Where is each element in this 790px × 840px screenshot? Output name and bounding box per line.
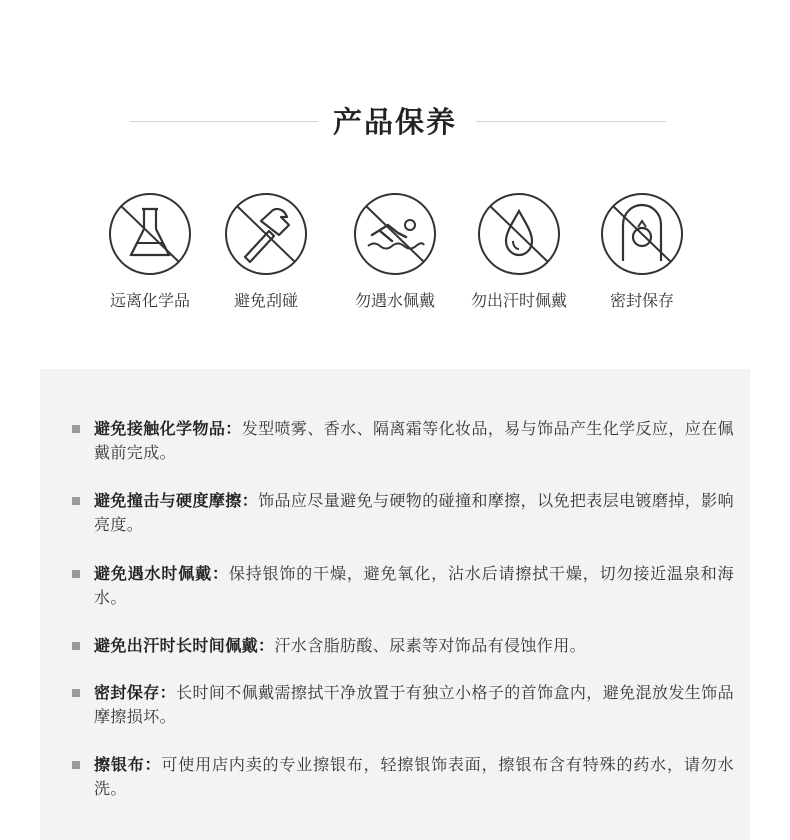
care-instructions-panel <box>40 369 750 840</box>
care-heading: 擦银布： <box>94 755 162 774</box>
care-body: 长时间不佩戴需擦拭干净放置于有独立小格子的首饰盒内，避免混放发生饰品摩擦损坏。 <box>94 683 734 726</box>
care-item-water <box>72 562 734 610</box>
title-divider-right <box>476 121 666 122</box>
care-item-chemicals <box>72 417 734 465</box>
icon-label: 勿遇水佩戴 <box>354 291 435 310</box>
hammer-icon <box>223 191 309 277</box>
care-text <box>94 417 734 465</box>
care-body: 可使用店内卖的专业擦银布，轻擦银饰表面，擦银布含有特殊的药水，请勿水洗。 <box>94 755 734 798</box>
care-item-polish-cloth <box>72 753 734 801</box>
care-item-impact <box>72 489 734 537</box>
care-item-sweat <box>72 634 734 658</box>
care-icon-item-water <box>333 191 457 311</box>
care-heading: 避免遇水时佩戴： <box>94 564 229 583</box>
care-icon-item-scratch <box>204 191 328 311</box>
bullet-marker <box>72 497 80 505</box>
icon-label: 密封保存 <box>609 291 674 310</box>
page-title: 产品保养 <box>332 105 457 139</box>
care-text <box>94 681 734 729</box>
care-body: 汗水含脂肪酸、尿素等对饰品有侵蚀作用。 <box>274 636 587 655</box>
care-icon-item-sweat <box>457 191 581 311</box>
care-text <box>94 634 734 658</box>
care-text <box>94 562 734 610</box>
bullet-marker <box>72 425 80 433</box>
icon-label: 远离化学品 <box>109 291 190 310</box>
care-item-storage <box>72 681 734 729</box>
water-drop-icon <box>476 191 562 277</box>
care-heading: 避免撞击与硬度摩擦： <box>94 491 259 510</box>
bullet-marker <box>72 642 80 650</box>
care-body: 保持银饰的干燥，避免氧化，沾水后请擦拭干燥，切勿接近温泉和海水。 <box>94 564 734 607</box>
icon-label: 勿出汗时佩戴 <box>470 291 567 310</box>
swimmer-icon <box>352 191 438 277</box>
icon-label: 避免刮碰 <box>233 291 298 310</box>
bullet-marker <box>72 570 80 578</box>
care-text <box>94 753 734 801</box>
care-heading: 避免出汗时长时间佩戴： <box>94 636 275 655</box>
bullet-marker <box>72 761 80 769</box>
care-icon-item-storage <box>580 191 704 311</box>
care-heading: 避免接触化学物品： <box>94 419 242 438</box>
flask-icon <box>107 191 193 277</box>
bullet-marker <box>72 689 80 697</box>
care-icon-item-chemicals <box>88 191 212 311</box>
care-body: 饰品应尽量避免与硬物的碰撞和摩擦，以免把表层电镀磨掉，影响亮度。 <box>94 491 734 534</box>
ring-icon <box>599 191 685 277</box>
care-body: 发型喷雾、香水、隔离霜等化妆品，易与饰品产生化学反应，应在佩戴前完成。 <box>94 419 734 462</box>
care-text <box>94 489 734 537</box>
care-heading: 密封保存： <box>94 683 177 702</box>
section-header <box>0 100 790 144</box>
